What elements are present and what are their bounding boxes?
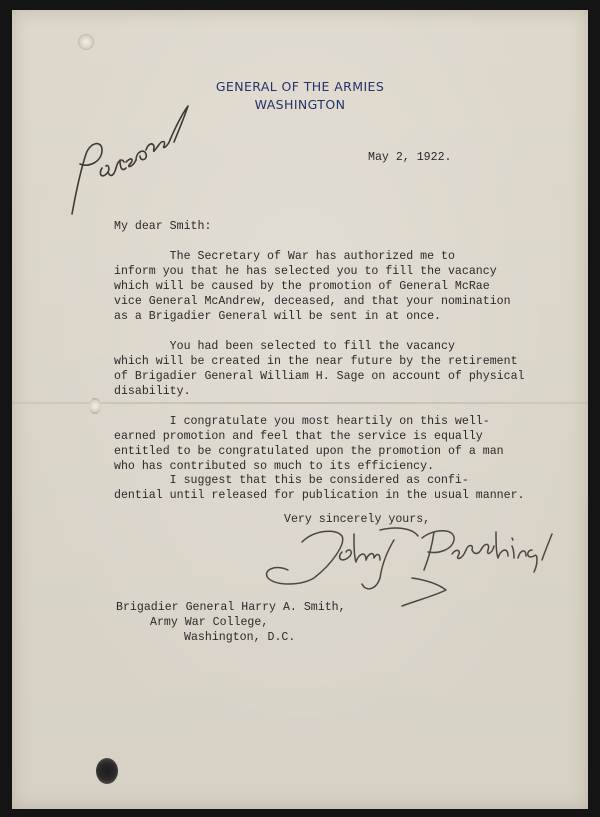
recipient-name: Brigadier General Harry A. Smith, [116, 601, 346, 614]
paragraph-2-line-4: disability. [114, 385, 191, 398]
punch-hole-middle [89, 398, 101, 414]
salutation: My dear Smith: [114, 220, 212, 233]
paragraph-3-line-1: I congratulate you most heartily on this well- [114, 415, 490, 428]
paragraph-3-line-3: entitled to be congratulated upon the promotion of a man [114, 445, 504, 458]
paragraph-4-line-2: dential until released for publication in the usual manner. [114, 489, 525, 502]
paragraph-3-line-4: who has contributed so much to its efficiency. [114, 460, 435, 473]
handwritten-personal-note [62, 102, 202, 222]
recipient-city: Washington, D.C. [184, 631, 296, 644]
paragraph-1-line-3: which will be caused by the promotion of General McRae [114, 280, 490, 293]
paragraph-4-line-1: I suggest that this be considered as confi- [114, 474, 469, 487]
paragraph-1-line-5: as a Brigadier General will be sent in at once. [114, 310, 441, 323]
punch-hole-top [78, 34, 94, 50]
paragraph-1-line-1: The Secretary of War has authorized me to [114, 250, 455, 263]
paragraph-1-line-4: vice General McAndrew, deceased, and that your nomination [114, 295, 511, 308]
letterhead-title: GENERAL OF THE ARMIES [215, 79, 385, 94]
paragraph-3-line-2: earned promotion and feel that the service is equally [114, 430, 483, 443]
paragraph-2-line-2: which will be created in the near future by the retirement [114, 355, 518, 368]
recipient-organization: Army War College, [150, 616, 269, 629]
paragraph-2-line-3: of Brigadier General William H. Sage on account of physical [114, 370, 525, 383]
closing: Very sincerely yours, [284, 513, 431, 526]
punch-hole-bottom [96, 758, 118, 784]
letter-date: May 2, 1922. [368, 151, 452, 164]
letterhead-location: WASHINGTON [254, 97, 346, 112]
paragraph-1-line-2: inform you that he has selected you to fill the vacancy [114, 265, 497, 278]
handwritten-signature [262, 520, 572, 610]
paragraph-2-line-1: You had been selected to fill the vacancy [114, 340, 455, 353]
